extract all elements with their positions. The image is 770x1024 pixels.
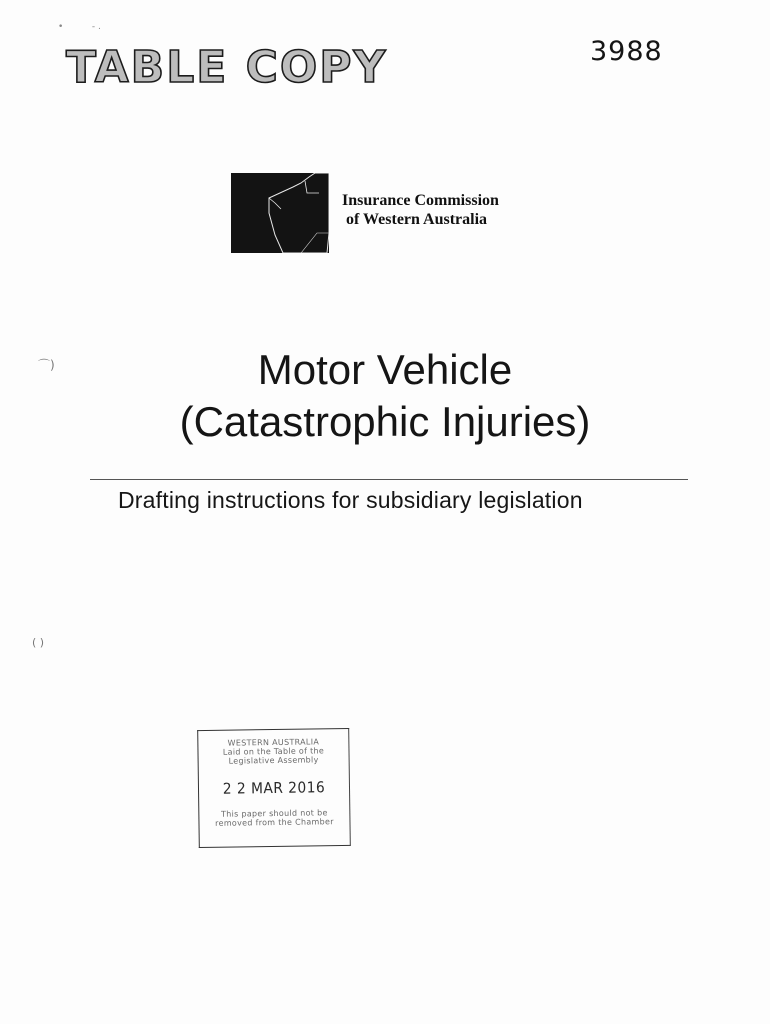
organisation-name-line2: of Western Australia bbox=[346, 211, 488, 228]
stamp-line: Legislative Assembly bbox=[228, 755, 319, 766]
stamp-line: WESTERN AUSTRALIA bbox=[227, 737, 320, 748]
wa-map-logo-icon bbox=[231, 173, 329, 253]
document-number: 3988 bbox=[590, 36, 663, 67]
stamp-line: removed from the Chamber bbox=[215, 817, 334, 828]
title-divider bbox=[90, 479, 688, 480]
tabling-receipt-stamp bbox=[197, 728, 351, 848]
organisation-name bbox=[342, 191, 499, 229]
document-title bbox=[0, 344, 770, 448]
scan-specks: • - . bbox=[58, 22, 101, 32]
document-subtitle: Drafting instructions for subsidiary legislation bbox=[118, 487, 583, 513]
stamp-line: This paper should not be bbox=[220, 808, 328, 819]
binding-hole-mark: ( ) bbox=[32, 636, 45, 649]
stamp-date: 2 2 MAR 2016 bbox=[222, 778, 326, 798]
document-title-line1: Motor Vehicle bbox=[257, 346, 513, 393]
organisation-name-line1: Insurance Commission bbox=[342, 192, 499, 209]
document-title-line2: (Catastrophic Injuries) bbox=[179, 398, 591, 445]
stamp-line: Laid on the Table of the bbox=[222, 746, 325, 757]
table-copy-stamp: TABLE COPY bbox=[66, 42, 388, 93]
binding-hole-mark: ⌒) bbox=[38, 358, 55, 372]
